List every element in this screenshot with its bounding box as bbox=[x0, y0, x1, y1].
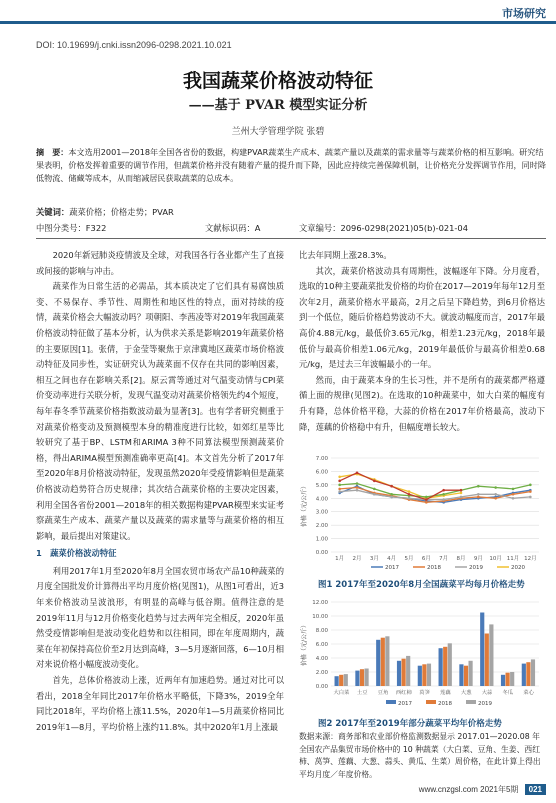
bar bbox=[464, 666, 468, 686]
x-tick-label: 7月 bbox=[439, 556, 449, 562]
section-heading: 1 蔬菜价格波动特征 bbox=[36, 548, 117, 559]
x-tick-label: 3月 bbox=[369, 556, 379, 562]
data-point bbox=[529, 484, 532, 487]
data-point bbox=[460, 489, 463, 492]
data-point bbox=[460, 496, 463, 499]
x-tick-label: 5月 bbox=[404, 556, 414, 562]
page-footer bbox=[419, 784, 546, 795]
x-tick-label: 2月 bbox=[352, 556, 362, 562]
bar bbox=[397, 661, 401, 686]
data-point bbox=[356, 482, 359, 485]
page-header bbox=[0, 0, 556, 28]
data-point bbox=[494, 497, 497, 500]
keywords-label: 关键词： bbox=[36, 207, 70, 217]
data-point bbox=[338, 476, 341, 479]
data-point bbox=[494, 493, 497, 496]
data-point bbox=[442, 498, 445, 501]
legend-label: 2020 bbox=[511, 565, 525, 571]
x-tick-label: 9月 bbox=[473, 556, 483, 562]
data-point bbox=[442, 493, 445, 496]
paragraph: 2020年新冠肺炎疫情波及全球，对我国各行各业都产生了直接或间接的影响与冲击。 bbox=[36, 250, 284, 276]
paragraph: 比去年同期上涨28.3%。 bbox=[299, 250, 392, 260]
y-axis-label: 价格（元/公斤） bbox=[301, 621, 308, 667]
figure-2-bar-chart bbox=[299, 596, 545, 714]
data-point bbox=[338, 484, 341, 487]
data-point bbox=[356, 486, 359, 489]
y-tick-label: 10.00 bbox=[312, 614, 328, 620]
data-point bbox=[529, 496, 532, 499]
data-source-note: 数据来源：商务部和农业部价格监测数据显示 2017.01—2020.08 年全国农产品集贸市场价格中的 10 种蔬菜（大白菜、豆角、生姜、西红柿、莴笋、莲藕、大葱、蒜头、黄瓜、生菜）周价格，在此计算上得出平均月度／年度价格。 bbox=[299, 732, 541, 779]
bar bbox=[418, 666, 422, 686]
x-tick-label: 菜心 bbox=[523, 690, 534, 696]
paragraph: 然而，由于蔬菜本身的生长习性，并不是所有的蔬菜都严格遵循上面的规律(见图2)。在选取的10种蔬菜中，如大白菜的幅度有升有降，总体价格平稳，大蒜的价格在2017年价格最高，波动下降，莲藕的价格稳中有升，但幅度增长较大。 bbox=[299, 374, 545, 432]
bar bbox=[526, 662, 530, 686]
x-tick-label: 大蒜 bbox=[481, 690, 493, 696]
figure-1-caption: 图1 2017年至2020年8月全国蔬菜平均每月价格走势 bbox=[318, 580, 525, 590]
data-point bbox=[442, 489, 445, 492]
left-column bbox=[36, 248, 284, 735]
bar bbox=[364, 669, 368, 687]
data-point bbox=[408, 490, 411, 493]
abstract-label: 摘 要： bbox=[36, 147, 69, 157]
y-tick-label: 2.00 bbox=[315, 670, 328, 676]
article-subtitle: ——基于 PVAR 模型实证分析 bbox=[188, 98, 368, 113]
legend-label: 2019 bbox=[469, 565, 483, 571]
bar bbox=[459, 664, 463, 686]
abstract-text: 本文选用2001—2018年全国各省份的数据，构建PVAR蔬菜生产成本、蔬菜产量以及蔬菜的需求量等与蔬菜价格的相互影响。研究结果表明，价格发挥着重要的调节作用，但蔬菜价格并没有随着产量的提升而下降，因此应持续完善保障机制，让价格充分发挥调节作用，同时降低物流、储藏等成本，从而缩减居民获取蔬菜的总成本。 bbox=[36, 147, 546, 183]
data-point bbox=[373, 493, 376, 496]
bar bbox=[448, 643, 452, 686]
bar bbox=[422, 664, 426, 686]
y-tick-label: 2.00 bbox=[315, 523, 328, 530]
bar bbox=[522, 664, 526, 686]
bar bbox=[510, 672, 514, 686]
right-column bbox=[299, 248, 545, 435]
page-number: 021 bbox=[525, 784, 546, 795]
bar bbox=[360, 669, 364, 686]
bar bbox=[335, 676, 339, 686]
figure-2-caption: 图2 2017年至2019年部分蔬菜平均年价格走势 bbox=[318, 719, 502, 729]
data-point bbox=[425, 496, 428, 499]
y-tick-label: 5.00 bbox=[315, 482, 328, 489]
paragraph: 蔬菜作为日常生活的必需品，其本质决定了它们具有易腐蚀质变、不易保存、季节性、周期性和地区性的特点，面对持续的疫情，蔬菜价格会大幅波动吗？项朝阳、李茜凌等对2019年我国蔬菜价格波动特征做了基本分析，认为供求关系是影响2019年蔬菜价格的主要原因[1]。张倩，于金莹等聚焦于京津冀地区蔬菜市场价格波动特征及同步性，实证研究认为蔬菜面不仅存在共同的影响因素，相互之间也存在影响关系[2]。原云霄等通过对气温变动情与CPI菜价变动率进行关联分析，发现气温变动对蔬菜价格领先约4个短度，每年春冬季节蔬菜价格指数波动最为显著[3]。也有学者研究侧重于对蔬菜价格变动及预测模型本身的精准度进行比较，如郊红星等比较研究了基于BP、LSTM和ARIMA 3种不同算法模型预测蔬菜价格，得出ARIMA模型预测准确率更高[4]。本文首先分析了2017年至2020年8月价格波动特征，发现虽然2020年受疫情影响但是蔬菜价格波动趋势符合历史规律；其次结合蔬菜价格的主要决定因素，利用全国各省份2001—2018年的相关数据构建PVAR模型来实证考察蔬菜生产成本、蔬菜产量以及蔬菜的需求量等与蔬菜价格的相互影响，最后提出对策建议。 bbox=[36, 281, 284, 541]
bar bbox=[402, 659, 406, 686]
data-point bbox=[356, 489, 359, 492]
clc-number: 中图分类号：F322 bbox=[36, 223, 107, 233]
data-point bbox=[512, 488, 515, 491]
bar bbox=[531, 659, 535, 686]
x-tick-label: 大葱 bbox=[460, 690, 472, 696]
data-point bbox=[338, 480, 341, 483]
legend-label: 2018 bbox=[427, 565, 441, 571]
footer-issue: 2021年5期 bbox=[480, 785, 519, 794]
section-label: 市场研究 bbox=[502, 7, 546, 20]
x-tick-label: 冬瓜 bbox=[502, 690, 514, 696]
legend-label: 2017 bbox=[385, 565, 399, 571]
legend-swatch bbox=[386, 700, 396, 704]
y-tick-label: 0.00 bbox=[315, 550, 328, 556]
x-tick-label: 11月 bbox=[506, 556, 520, 562]
x-tick-label: 大白菜 bbox=[333, 690, 350, 696]
x-tick-label: 莴笋 bbox=[419, 690, 430, 696]
y-tick-label: 4.00 bbox=[315, 496, 328, 503]
divider bbox=[36, 238, 546, 239]
bar bbox=[344, 674, 348, 686]
bar bbox=[385, 636, 389, 686]
y-tick-label: 3.00 bbox=[315, 509, 328, 516]
doc-code: 文献标识码：A bbox=[205, 223, 261, 233]
bar bbox=[339, 675, 343, 686]
y-tick-label: 8.00 bbox=[315, 628, 328, 634]
x-tick-label: 1月 bbox=[335, 556, 345, 562]
data-point bbox=[338, 488, 341, 491]
x-tick-label: 8月 bbox=[456, 556, 466, 562]
author-line: 兰州大学管理学院 张碧 bbox=[231, 127, 325, 137]
x-tick-label: 莲藕 bbox=[440, 690, 451, 696]
article-title: 我国蔬菜价格波动特征 bbox=[182, 70, 373, 92]
bar bbox=[381, 638, 385, 686]
bar bbox=[427, 664, 431, 686]
bar bbox=[355, 671, 359, 686]
legend-label: 2017 bbox=[398, 701, 412, 707]
bar bbox=[489, 624, 493, 686]
x-tick-label: 豆角 bbox=[377, 690, 389, 696]
paragraph: 其次，蔬菜价格波动具有周期性，波幅逐年下降。分月度看，选取的10种主要蔬菜批发价格的均价在2017—2019年每年12月至次年2月，蔬菜价格水平最高，2月之后呈下降趋势，到6月价格达到一个低位，随后价格趋势波动不大。就波动幅度而言，2017年最高价4.88元/kg，最低价3.65元/kg，相差1.23元/kg，2018年最低价与最高价相差1.06元/kg，2019年最低价与最高价相差0.68元/kg，是过去三年波幅最小的一年。 bbox=[299, 265, 545, 370]
legend-label: 2018 bbox=[438, 701, 452, 707]
y-axis-label: 价格（元/公斤） bbox=[301, 482, 308, 528]
data-point bbox=[512, 493, 515, 496]
y-tick-label: 12.00 bbox=[312, 600, 328, 606]
data-point bbox=[390, 496, 393, 499]
x-tick-label: 4月 bbox=[387, 556, 397, 562]
data-point bbox=[494, 486, 497, 489]
legend-swatch bbox=[466, 700, 476, 704]
x-tick-label: 西红柿 bbox=[395, 690, 412, 696]
bar bbox=[406, 656, 410, 686]
bar bbox=[468, 661, 472, 686]
data-point bbox=[477, 493, 480, 496]
keywords-text: 蔬菜价格；价格走势；PVAR bbox=[69, 207, 174, 217]
data-point bbox=[477, 485, 480, 488]
data-point bbox=[408, 493, 411, 496]
bar bbox=[485, 634, 489, 687]
bar bbox=[376, 640, 380, 686]
y-tick-label: 1.00 bbox=[315, 536, 328, 543]
data-point bbox=[425, 498, 428, 501]
data-point bbox=[512, 497, 515, 500]
x-tick-label: 10月 bbox=[489, 556, 502, 562]
y-tick-label: 7.00 bbox=[315, 456, 328, 462]
data-point bbox=[425, 501, 428, 504]
data-point bbox=[408, 497, 411, 500]
y-tick-label: 4.00 bbox=[315, 656, 328, 662]
y-tick-label: 0.00 bbox=[315, 684, 328, 690]
y-tick-label: 6.00 bbox=[315, 469, 328, 476]
data-point bbox=[373, 488, 376, 491]
keywords bbox=[36, 206, 174, 218]
bar bbox=[480, 613, 484, 687]
data-point bbox=[529, 490, 532, 493]
legend-swatch bbox=[426, 700, 436, 704]
figure-1-line-chart bbox=[299, 452, 545, 574]
bar bbox=[443, 647, 447, 686]
bar bbox=[501, 675, 505, 686]
data-point bbox=[477, 496, 480, 499]
bar bbox=[439, 648, 443, 686]
header-rule bbox=[0, 21, 556, 24]
abstract bbox=[36, 146, 546, 185]
paragraph: 首先，总体价格波动上涨，近两年有加速趋势。通过对比可以看出，2018全年同比2017年价格水平略低，下降3%，2019全年同比2018年，平均价格上涨11.5%，2020年1—5月蔬菜价格同比2019年1—8月，平均价格上涨约11.8%。其中2020年1月上涨最 bbox=[36, 675, 284, 732]
data-point bbox=[356, 471, 359, 474]
data-point bbox=[373, 480, 376, 483]
footer-url: www.cnzgsl.com bbox=[418, 785, 478, 794]
data-point bbox=[390, 493, 393, 496]
article-number: 文章编号：2096-0298(2021)05(b)-021-04 bbox=[299, 223, 468, 233]
data-point bbox=[460, 492, 463, 495]
y-tick-label: 6.00 bbox=[315, 642, 328, 648]
paragraph: 利用2017年1月至2020年8月全国农贸市场农产品10种蔬菜的月度全国批发价计算得出平均月度价格(见图1)，从图1可看出，近3年来价格波动呈波浪形，有明显的高峰与低谷期。值得注意的是2019年11月与12月价格变化趋势与过去两年完全相反，2020年虽然受疫情影响但是波动变化趋势和以往相同，即在年度周期内，蔬菜在年初保持高位价至2月达到高峰，3—5月逐渐回落，6—10月相对来说价格小幅度波动变化。 bbox=[36, 565, 284, 670]
x-tick-label: 12月 bbox=[524, 556, 537, 562]
data-point bbox=[390, 485, 393, 488]
doi: DOI: 10.19699/j.cnki.issn2096-0298.2021.10.021 bbox=[36, 40, 232, 50]
data-point bbox=[338, 490, 341, 493]
legend-label: 2019 bbox=[478, 701, 492, 707]
bar bbox=[506, 673, 510, 686]
x-tick-label: 土豆 bbox=[356, 690, 368, 696]
x-tick-label: 6月 bbox=[421, 556, 431, 562]
